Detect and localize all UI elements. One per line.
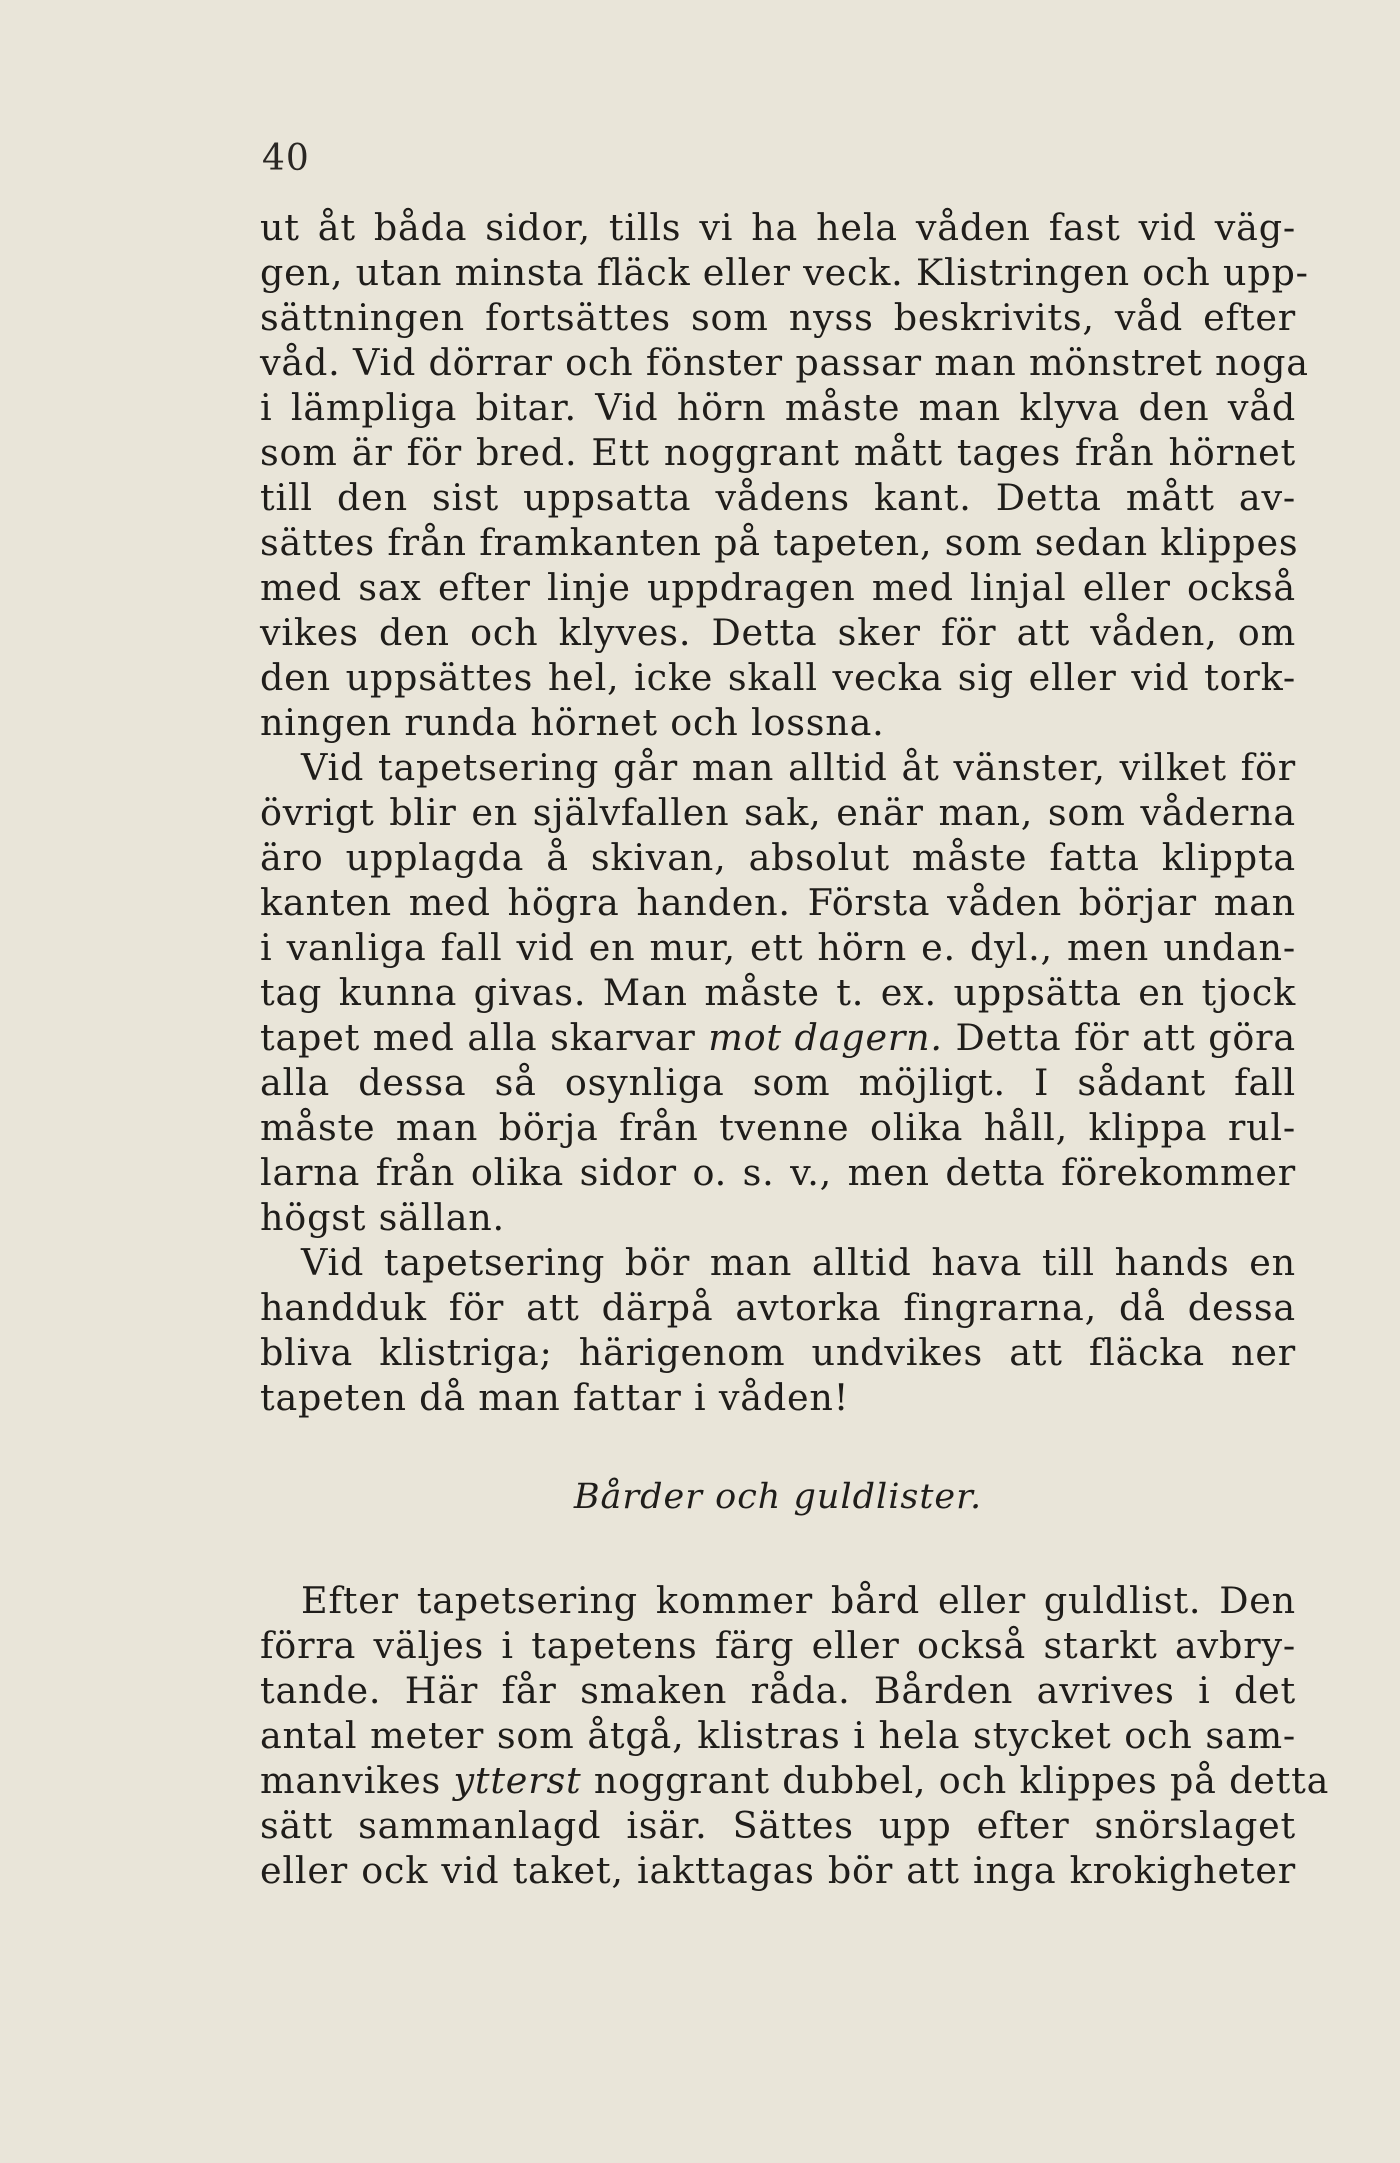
- text-line: till den sist uppsatta vådens kant. Detta mått av-: [260, 476, 1296, 519]
- text-line: tapeten då man fattar i våden!: [260, 1376, 850, 1419]
- text-line: i vanliga fall vid en mur, ett hörn e. dyl., men undan-: [260, 926, 1296, 969]
- paragraph-2: [260, 745, 1296, 1240]
- text-line: eller ock vid taket, iakttagas bör att inga krokigheter: [260, 1849, 1296, 1892]
- text-line: förra väljes i tapetens färg eller också starkt avbry-: [260, 1624, 1296, 1667]
- text-line: vikes den och klyves. Detta sker för att våden, om: [260, 611, 1296, 654]
- text-run: manvikes: [260, 1759, 454, 1802]
- page-number: 40: [262, 138, 310, 179]
- text-line: tag kunna givas. Man måste t. ex. uppsätta en tjock: [260, 971, 1296, 1014]
- text-line: med sax efter linje uppdragen med linjal eller också: [260, 566, 1296, 609]
- text-line: antal meter som åtgå, klistras i hela stycket och sam-: [260, 1714, 1296, 1757]
- text-line: handduk för att därpå avtorka fingrarna, då dessa: [260, 1286, 1296, 1329]
- text-line: sättes från framkanten på tapeten, som sedan klippes: [260, 521, 1299, 564]
- text-line: alla dessa så osynliga som möjligt. I sådant fall: [260, 1061, 1296, 1104]
- paragraph-4: [260, 1578, 1330, 1893]
- text-run: tapet med alla skarvar: [260, 1016, 709, 1059]
- text-line: äro upplagda å skivan, absolut måste fatta klippta: [260, 836, 1296, 879]
- text-line: övrigt blir en självfallen sak, enär man, som våderna: [260, 791, 1296, 834]
- text-line: Vid tapetsering bör man alltid hava till hands en: [301, 1241, 1296, 1284]
- text-run: noggrant dubbel, och klippes på detta: [581, 1759, 1330, 1802]
- text-line-with-emphasis: [260, 1758, 1330, 1803]
- text-line: Vid tapetsering går man alltid åt vänster, vilket för: [301, 746, 1296, 789]
- text-line-with-emphasis: [260, 1015, 1296, 1060]
- emphasized-text: mot dagern.: [708, 1016, 943, 1059]
- text-line: sättningen fortsättes som nyss beskrivits, våd efter: [260, 296, 1296, 339]
- text-line: gen, utan minsta fläck eller veck. Klistringen och upp-: [260, 251, 1309, 294]
- text-run: Detta för att göra: [942, 1016, 1296, 1059]
- text-line: som är för bred. Ett noggrant mått tages från hörnet: [260, 431, 1296, 474]
- text-line: ningen runda hörnet och lossna.: [260, 701, 885, 744]
- text-line: måste man börja från tvenne olika håll, klippa rul-: [260, 1106, 1296, 1149]
- text-line: larna från olika sidor o. s. v., men detta förekommer: [260, 1151, 1296, 1194]
- text-line: tande. Här får smaken råda. Bården avrives i det: [260, 1669, 1296, 1712]
- text-line: sätt sammanlagd isär. Sättes upp efter snörslaget: [260, 1804, 1296, 1847]
- paragraph-1: [260, 205, 1309, 745]
- text-line: Efter tapetsering kommer bård eller guldlist. Den: [301, 1579, 1296, 1622]
- section-heading: Bårder och guldlister.: [573, 1477, 983, 1517]
- text-line: i lämpliga bitar. Vid hörn måste man klyva den våd: [260, 386, 1296, 429]
- text-line: den uppsättes hel, icke skall vecka sig eller vid tork-: [260, 656, 1296, 699]
- emphasized-text: ytterst: [453, 1759, 582, 1802]
- body-text: [260, 205, 1330, 1893]
- text-line: bliva klistriga; härigenom undvikes att fläcka ner: [260, 1331, 1296, 1374]
- text-line: våd. Vid dörrar och fönster passar man mönstret noga: [260, 341, 1309, 384]
- text-line: ut åt båda sidor, tills vi ha hela våden fast vid väg-: [260, 206, 1296, 249]
- text-line: högst sällan.: [260, 1196, 505, 1239]
- paragraph-3: [260, 1240, 1296, 1420]
- text-line: kanten med högra handen. Första våden börjar man: [260, 881, 1296, 924]
